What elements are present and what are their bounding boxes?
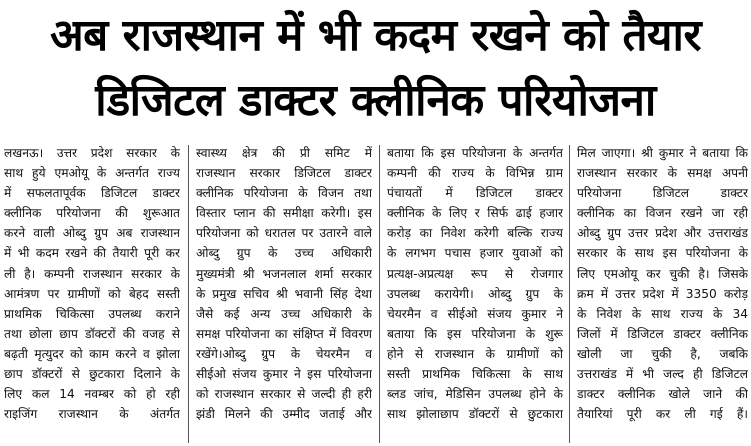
article-line: करोड़ का निवेश करेगी बल्कि राज्य [387, 226, 563, 241]
article-line: के प्रमुख सचिव श्री भवानी सिंह देथा [196, 286, 372, 301]
article-line: छाप डॉक्टरों से छुटकारा दिलाने के [4, 367, 180, 382]
article-line: सीईओ संजय कुमार ने इस परियोजना [196, 367, 372, 382]
column-text [387, 143, 563, 424]
article-line: राइजिंग राजस्थान के अंतर्गत [4, 407, 180, 422]
article-line: प्रत्यक्ष-अप्रत्यक्ष रूप से रोजगार [387, 266, 563, 281]
article-line: उत्तराखंड में भी जल्द ही डिजिटल [577, 367, 748, 382]
article-line: डाक्टर क्लीनिक खोले जाने की [577, 387, 748, 402]
article-line: स्वास्थ्य क्षेत्र की प्री समिट में [196, 146, 372, 160]
article-line: क्लीनिक परियोजना की शुरूआत [4, 206, 180, 221]
article-line: बताया कि इस परियोजना के शुरू [387, 326, 563, 341]
article-line: पंचायतों में डिजिटल डाक्टर [387, 186, 563, 201]
article-line: तैयारियां पूरी कर ली गई हैं। [577, 407, 748, 422]
article-line: को राजस्थान सरकार से जल्दी ही हरी [196, 387, 372, 402]
article-line: झंडी मिलने की उम्मीद जताई और [196, 407, 372, 422]
article-line: बताया कि इस परियोजना के अन्तर्गत [387, 146, 563, 160]
article-line: राजस्थान सरकार डिजिटल डाक्टर [196, 166, 372, 181]
article-line: क्लीनिक परियोजना के विजन तथा [196, 186, 372, 201]
article-line: मुख्यमंत्री श्री भजनलाल शर्मा सरकार [196, 266, 372, 281]
article-line: प्राथमिक चिकित्सा उपलब्ध कराने [4, 306, 180, 321]
article-line: मिल जाएगा। श्री कुमार ने बताया कि [577, 146, 748, 160]
article-line: विस्तार प्लान की समीक्षा करेगी। इस [196, 206, 372, 221]
article-line: के निवेश के साथ राज्य के 34 [577, 306, 748, 321]
article-line: राजस्थान सरकार के समक्ष अपनी [577, 166, 748, 181]
article-line: साथ हुये एमओयू के अन्तर्गत राज्य [4, 166, 180, 181]
article-line: साथ झोलाछाप डॉक्टरों से छुटकारा [387, 407, 563, 422]
article-line: खोली जा चुकी है, जबकि [577, 346, 748, 361]
article-line: क्लीनिक के लिए र सिर्फ ढाई हजार [387, 206, 563, 221]
article-line: रखेंगे।ओब्दु ग्रुप के चेयरमैन व [196, 346, 372, 361]
article-line: लिए कल 14 नवम्बर को हो रही [4, 387, 180, 402]
article-line: ली है। कम्पनी राजस्थान सरकार के [4, 266, 180, 281]
article-line: क्लीनिक का विजन रखने जा रही [577, 206, 748, 221]
article-column-3 [387, 143, 563, 443]
article-line: लिए एमओयू कर चुकी है। जिसके [577, 266, 748, 281]
article-line: समक्ष परियोजना का संक्षिप्त में विवरण [196, 326, 372, 341]
article-body [4, 143, 748, 443]
article-column-2 [196, 143, 372, 443]
article-line: जिलों में डिजिटल डाक्टर क्लीनिक [577, 326, 748, 341]
article-line: चेयरमैन व सीईओ संजय कुमार ने [387, 306, 563, 321]
article-line: आमंत्रण पर ग्रामीणों को बेहद सस्ती [4, 286, 180, 301]
article-column-4 [577, 143, 748, 443]
article-line: में सफलतापूर्वक डिजिटल डाक्टर [4, 186, 180, 201]
article-line: बढ़ती मृत्युदर को काम करने व झोला [4, 346, 180, 361]
headline-line-1: अब राजस्थान में भी कदम रखने को तैयार [50, 10, 701, 61]
headline-line-2: डिजिटल डाक्टर क्लीनिक परियोजना [95, 75, 656, 126]
article-line: करने वाली ओब्दु ग्रुप अब राजस्थान [4, 226, 180, 241]
article-line: लखनऊ। उत्तर प्रदेश सरकार के [4, 146, 180, 160]
article-line: सस्ती प्राथमिक चिकित्सा के साथ [387, 367, 563, 382]
column-text [196, 143, 372, 424]
article-line: होने से राजस्थान के ग्रामीणों को [387, 346, 563, 361]
article-line: ओब्दु ग्रुप उत्तर प्रदेश और उत्तराखंड [577, 226, 748, 241]
article-line: सरकार के साथ इस परियोजना के [577, 246, 748, 261]
article-line: ओब्दु ग्रुप के उच्च अधिकारी [196, 246, 372, 261]
article-line: ब्लड जांच, मेडिसिन उपलब्ध होने के [387, 387, 563, 402]
article-line: तथा छोला छाप डॉक्टरों की वजह से [4, 326, 180, 341]
article-line: परियोजना को धरातल पर उतारने वाले [196, 226, 372, 241]
article-line: कम्पनी की राज्य के विभिन्न ग्राम [387, 166, 563, 181]
article-line: क्रम में उत्तर प्रदेश में 3350 करोड़ [577, 286, 748, 301]
article-line: के लगभग पचास हजार युवाओं को [387, 246, 563, 261]
article-line: में भी कदम रखने की तैयारी पूरी कर [4, 246, 180, 261]
article-column-1 [4, 143, 180, 443]
article-line: उपलब्ध करायेगी। ओब्दु ग्रुप के [387, 286, 563, 301]
article-line: जैसे कई अन्य उच्च अधिकारी के [196, 306, 372, 321]
article-line: परियोजना डिजिटल डाक्टर [577, 186, 748, 201]
column-text [4, 143, 180, 424]
column-text [577, 143, 748, 424]
